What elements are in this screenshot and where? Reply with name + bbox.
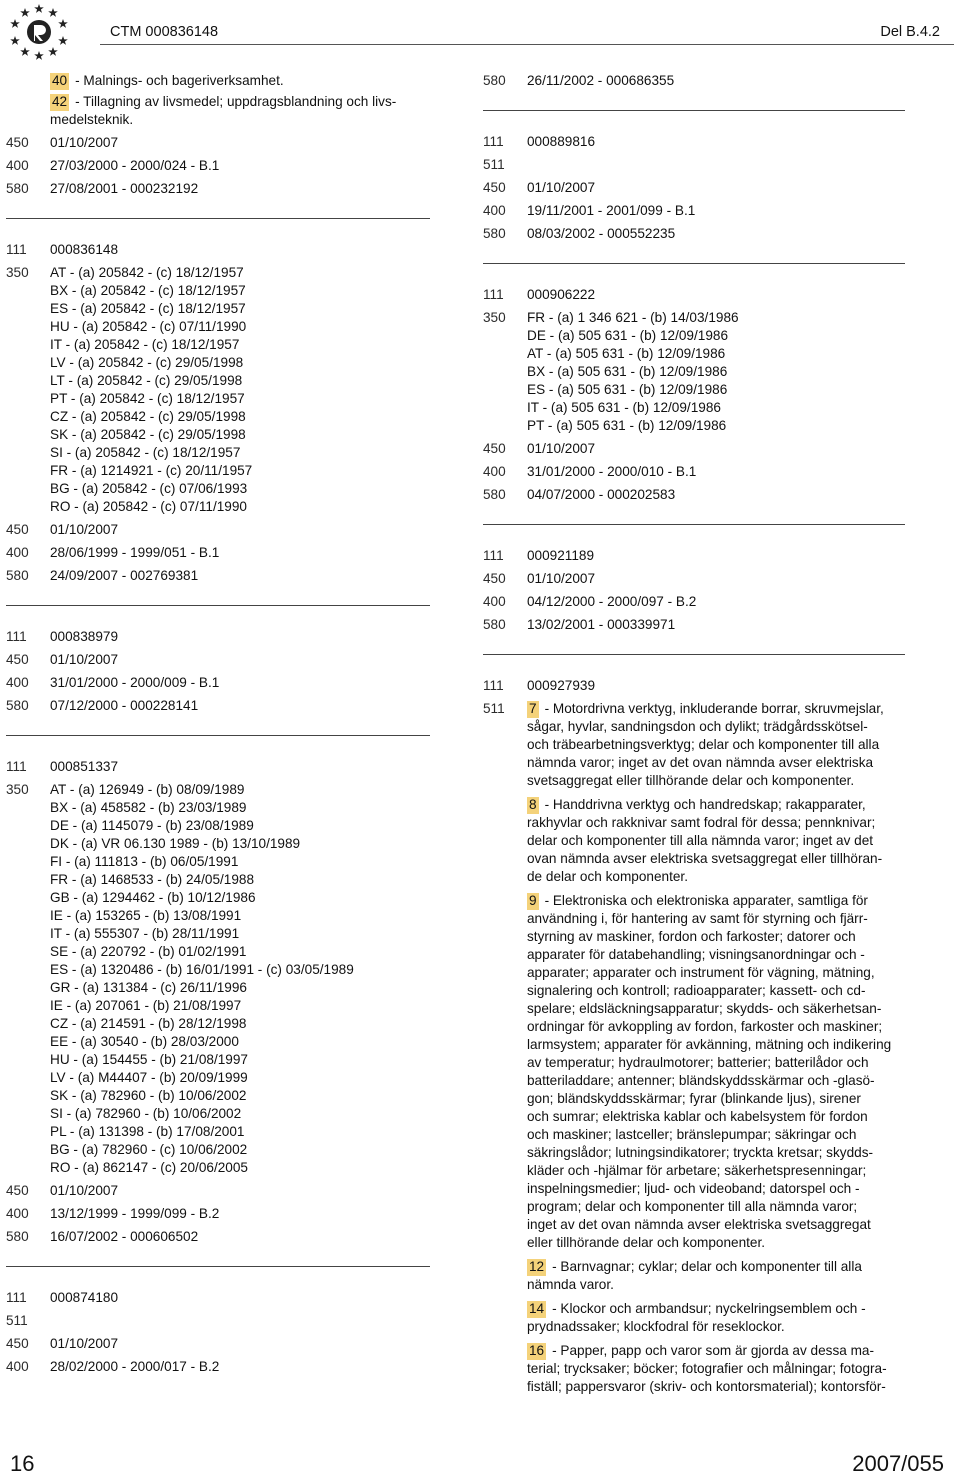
field-row: [6, 1335, 430, 1353]
class-text-line: prydnadssaker; klockfodral för reseklockor.: [527, 1319, 785, 1334]
class-text-line: inget av det ovan nämnda avser elektriska svetsaggregat: [527, 1217, 871, 1232]
field-code: 400: [483, 464, 506, 479]
field-code: 511: [483, 157, 505, 172]
class-text-line: medelsteknik.: [50, 112, 134, 127]
field-value: 26/11/2002 - 000686355: [527, 73, 675, 88]
field-value: 01/10/2007: [50, 1336, 119, 1351]
field-code: 580: [6, 568, 29, 583]
registration-line: RO - (a) 862147 - (c) 20/06/2005: [50, 1160, 248, 1175]
class-entry-9: [527, 892, 911, 1252]
entry-separator: [483, 654, 905, 655]
field-row: [483, 593, 911, 611]
class-entry-12: [527, 1258, 911, 1294]
class-text-line: apparater; apparater och instrument för vägning, mätning,: [527, 965, 875, 980]
field-code: 580: [6, 181, 29, 196]
class-text-line: och sumrar; elektriska kablar och kabelsystem för fordon: [527, 1109, 868, 1124]
field-row: [6, 1289, 430, 1307]
field-code: 400: [6, 158, 29, 173]
registration-line: EE - (a) 30540 - (b) 28/03/2000: [50, 1034, 239, 1049]
registration-line: BX - (a) 458582 - (b) 23/03/1989: [50, 800, 247, 815]
class-number: 8: [529, 797, 537, 812]
field-row-511: [483, 700, 911, 1396]
ohim-logo-icon: [8, 2, 70, 62]
class-text-line: spelare; eldsläckningsapparatur; skydds- och säkerhetsan-: [527, 1001, 882, 1016]
entry-separator: [6, 1266, 430, 1267]
class-number: 7: [529, 701, 537, 716]
right-column: [483, 72, 911, 1396]
class-text-line: - Tillagning av livsmedel; uppdragsblandning och livs-: [75, 94, 397, 109]
field-value: 08/03/2002 - 000552235: [527, 226, 676, 241]
field-row: [483, 486, 911, 504]
class-entry-42: [50, 93, 430, 129]
field-row: [483, 133, 911, 151]
field-value: 13/02/2001 - 000339971: [527, 617, 676, 632]
field-code: 450: [483, 571, 506, 586]
registration-line: BX - (a) 505 631 - (b) 12/09/1986: [527, 364, 728, 379]
field-row: [6, 1358, 430, 1376]
registration-line: CZ - (a) 205842 - (c) 29/05/1998: [50, 409, 246, 424]
class-number: 14: [529, 1301, 545, 1316]
field-code: 580: [483, 226, 506, 241]
field-code: 111: [6, 759, 27, 774]
field-code: 350: [483, 310, 506, 325]
field-value: 01/10/2007: [50, 135, 119, 150]
registration-line: FR - (a) 1468533 - (b) 24/05/1988: [50, 872, 255, 887]
field-code: 111: [6, 242, 27, 257]
registration-line: ES - (a) 1320486 - (b) 16/01/1991 - (c) 03/05/1989: [50, 962, 354, 977]
field-code: 450: [6, 652, 29, 667]
field-row: [6, 758, 430, 776]
class-text-line: och träbearbetningsverktyg; delar och komponenter till alla: [527, 737, 880, 752]
field-value: 000889816: [527, 134, 596, 149]
field-value: 01/10/2007: [527, 180, 596, 195]
field-row: [483, 570, 911, 588]
registration-line: ES - (a) 205842 - (c) 18/12/1957: [50, 301, 246, 316]
field-value: 19/11/2001 - 2001/099 - B.1: [527, 203, 696, 218]
registration-line: GB - (a) 1294462 - (b) 10/12/1986: [50, 890, 256, 905]
field-value: 16/07/2002 - 000606502: [50, 1229, 199, 1244]
class-text-line: kläder och -hjälmar för arbetare; säkerhetspresenningar;: [527, 1163, 867, 1178]
field-code: 111: [6, 629, 27, 644]
registration-line: SK - (a) 205842 - (c) 29/05/1998: [50, 427, 246, 442]
registration-line: LV - (a) 205842 - (c) 29/05/1998: [50, 355, 244, 370]
field-row: [6, 521, 430, 539]
field-row: [483, 677, 911, 695]
field-code: 350: [6, 265, 29, 280]
class-text-line: sågar, hyvlar, sandningsdon och dylikt; trädgårdsskötsel-: [527, 719, 868, 734]
field-value: 01/10/2007: [50, 652, 119, 667]
registration-line: DE - (a) 505 631 - (b) 12/09/1986: [527, 328, 728, 343]
class-entry-16: [527, 1342, 911, 1396]
field-row: [483, 72, 911, 90]
class-list-continued: [50, 72, 430, 129]
entry-separator: [483, 263, 905, 264]
entry-separator: [483, 524, 905, 525]
class-text-line: gon; bländskyddsskärmar; fyrar (blinkande ljus), sirener: [527, 1091, 861, 1106]
class-text-line: svetsaggregat eller tillhörande delar och komponenter.: [527, 773, 855, 788]
field-code: 511: [483, 701, 505, 716]
field-code: 111: [483, 548, 504, 563]
left-column: [6, 72, 430, 1376]
field-code: 400: [483, 594, 506, 609]
class-text-line: - Motordrivna verktyg, inkluderande borrar, skruvmejslar,: [544, 701, 884, 716]
registration-line: DE - (a) 1145079 - (b) 23/08/1989: [50, 818, 254, 833]
page-header: [0, 0, 960, 64]
field-row: [6, 1228, 430, 1246]
field-value: 13/12/1999 - 1999/099 - B.2: [50, 1206, 220, 1221]
field-row: [6, 1182, 430, 1200]
registration-line: SI - (a) 782960 - (b) 10/06/2002: [50, 1106, 242, 1121]
class-number: 12: [529, 1259, 545, 1274]
goods-class-list: [527, 700, 911, 1396]
registration-line: CZ - (a) 214591 - (b) 28/12/1998: [50, 1016, 247, 1031]
field-code: 450: [483, 180, 506, 195]
entry-separator: [6, 218, 430, 219]
registration-line: IT - (a) 505 631 - (b) 12/09/1986: [527, 400, 721, 415]
registration-line: AT - (a) 205842 - (c) 18/12/1957: [50, 265, 244, 280]
class-entry-8: [527, 796, 911, 886]
class-text-line: ordningar för avkoppling av fordon, farkoster och maskiner;: [527, 1019, 883, 1034]
class-text-line: säkringslådor; lutningsindikatorer; tryckta kretsar; skydds-: [527, 1145, 874, 1160]
registration-line: BG - (a) 782960 - (c) 10/06/2002: [50, 1142, 248, 1157]
registration-line: AT - (a) 505 631 - (b) 12/09/1986: [527, 346, 726, 361]
class-text-line: fiställ; pappersvaror (skriv- och kontorsmaterial); kontorsför-: [527, 1379, 886, 1394]
field-code: 400: [6, 675, 29, 690]
field-code: 450: [6, 1183, 29, 1198]
class-number: 16: [529, 1343, 545, 1358]
registration-line: FI - (a) 111813 - (b) 06/05/1991: [50, 854, 239, 869]
field-row: [483, 463, 911, 481]
field-code: 111: [6, 1290, 27, 1305]
field-code: 580: [6, 1229, 29, 1244]
field-value: 28/06/1999 - 1999/051 - B.1: [50, 545, 220, 560]
field-row: [483, 225, 911, 243]
field-row: [6, 697, 430, 715]
field-value: 01/10/2007: [50, 522, 119, 537]
class-text-line: nämnda varor; inget av det ovan nämnda avser elektriska: [527, 755, 874, 770]
field-row-350: [6, 264, 430, 516]
entry-separator: [483, 110, 905, 111]
registration-line: ES - (a) 505 631 - (b) 12/09/1986: [527, 382, 728, 397]
class-text-line: inspelningsmedier; ljud- och videoband; datorspel och -: [527, 1181, 860, 1196]
field-row: [6, 628, 430, 646]
field-code: 111: [483, 287, 504, 302]
field-code: 580: [483, 73, 506, 88]
registration-line: FR - (a) 1214921 - (c) 20/11/1957: [50, 463, 253, 478]
field-value: 01/10/2007: [527, 571, 596, 586]
field-code: 580: [483, 487, 506, 502]
field-row: [6, 157, 430, 175]
field-value: 04/12/2000 - 2000/097 - B.2: [527, 594, 697, 609]
field-code: 450: [6, 1336, 29, 1351]
field-row-350: [6, 781, 430, 1177]
document-reference: CTM 000836148: [110, 24, 219, 40]
class-number: 9: [529, 893, 537, 908]
field-value: 000927939: [527, 678, 596, 693]
field-value-list: [527, 309, 911, 435]
field-row: [6, 1205, 430, 1223]
class-number: 42: [52, 94, 68, 109]
registration-line: LT - (a) 205842 - (c) 29/05/1998: [50, 373, 243, 388]
registration-line: IT - (a) 205842 - (c) 18/12/1957: [50, 337, 240, 352]
class-text-line: delar och komponenter till alla nämnda varor; inget av det: [527, 833, 874, 848]
field-row: [6, 1312, 430, 1330]
class-text-line: larmsystem; apparater för avkänning, mätning och indikering: [527, 1037, 892, 1052]
field-row: [483, 156, 911, 174]
field-code: 450: [6, 135, 29, 150]
class-text-line: program; delar och komponenter till alla nämnda varor;: [527, 1199, 858, 1214]
class-text-line: signalering och kontroll; radioapparater; kassett- och cd-: [527, 983, 866, 998]
class-text-line: de delar och komponenter.: [527, 869, 688, 884]
class-text-line: eller tillhörande delar och komponenter.: [527, 1235, 766, 1250]
field-row: [483, 286, 911, 304]
field-row: [6, 180, 430, 198]
field-row: [6, 651, 430, 669]
class-number: 40: [52, 73, 68, 88]
field-code: 111: [483, 678, 504, 693]
class-text-line: av temperatur; hydraulmotorer; batterier; batterilådor och: [527, 1055, 869, 1070]
registration-line: SE - (a) 220792 - (b) 01/02/1991: [50, 944, 247, 959]
field-row-350: [483, 309, 911, 435]
class-text-line: ovan nämnda avser elektriska svetsaggregat eller tillhöran-: [527, 851, 883, 866]
issue-number: 2007/055: [852, 1451, 944, 1476]
field-value: 000838979: [50, 629, 119, 644]
registration-line: AT - (a) 126949 - (b) 08/09/1989: [50, 782, 245, 797]
field-row: [6, 567, 430, 585]
field-code: 400: [6, 1359, 29, 1374]
field-value: 27/08/2001 - 000232192: [50, 181, 199, 196]
registration-line: PT - (a) 205842 - (c) 18/12/1957: [50, 391, 245, 406]
class-text-line: nämnda varor.: [527, 1277, 614, 1292]
field-row: [6, 241, 430, 259]
field-row: [483, 202, 911, 220]
registration-line: BX - (a) 205842 - (c) 18/12/1957: [50, 283, 246, 298]
field-code: 400: [483, 203, 506, 218]
field-value-list: [50, 781, 430, 1177]
field-row: [483, 440, 911, 458]
registration-line: FR - (a) 1 346 621 - (b) 14/03/1986: [527, 310, 739, 325]
section-label: Del B.4.2: [880, 24, 940, 40]
field-code: 580: [483, 617, 506, 632]
field-value: 07/12/2000 - 000228141: [50, 698, 199, 713]
registration-line: BG - (a) 205842 - (c) 07/06/1993: [50, 481, 248, 496]
registration-line: PT - (a) 505 631 - (b) 12/09/1986: [527, 418, 727, 433]
entry-separator: [6, 735, 430, 736]
class-text-line: - Elektroniska och elektroniska apparater, samtliga för: [544, 893, 868, 908]
page-number: 16: [10, 1451, 35, 1476]
registration-line: HU - (a) 154455 - (b) 21/08/1997: [50, 1052, 248, 1067]
field-row: [6, 674, 430, 692]
field-row: [483, 179, 911, 197]
registration-line: GR - (a) 131384 - (c) 26/11/1996: [50, 980, 247, 995]
field-row: [483, 547, 911, 565]
field-value: 000874180: [50, 1290, 119, 1305]
class-text-line: - Handdrivna verktyg och handredskap; rakapparater,: [544, 797, 866, 812]
field-row: [483, 616, 911, 634]
field-code: 450: [483, 441, 506, 456]
registration-line: RO - (a) 205842 - (c) 07/11/1990: [50, 499, 247, 514]
registration-line: IE - (a) 207061 - (b) 21/08/1997: [50, 998, 242, 1013]
class-entry-14: [527, 1300, 911, 1336]
class-text-line: - Barnvagnar; cyklar; delar och komponenter till alla: [552, 1259, 862, 1274]
class-text: - Malnings- och bageriverksamhet.: [75, 73, 284, 88]
field-value: 31/01/2000 - 2000/009 - B.1: [50, 675, 220, 690]
entry-separator: [6, 605, 430, 606]
field-value: 31/01/2000 - 2000/010 - B.1: [527, 464, 697, 479]
field-value: 27/03/2000 - 2000/024 - B.1: [50, 158, 220, 173]
registration-line: PL - (a) 131398 - (b) 17/08/2001: [50, 1124, 245, 1139]
field-row: [6, 134, 430, 152]
class-text-line: - Papper, papp och varor som är gjorda av dessa ma-: [552, 1343, 875, 1358]
field-value: 01/10/2007: [50, 1183, 119, 1198]
class-text-line: - Klockor och armbandsur; nyckelringsemblem och -: [552, 1301, 866, 1316]
field-value: 24/09/2007 - 002769381: [50, 568, 199, 583]
field-value: 000851337: [50, 759, 119, 774]
field-code: 350: [6, 782, 29, 797]
field-code: 450: [6, 522, 29, 537]
class-text-line: styrning av maskiner, fordon och farkoster; datorer och: [527, 929, 856, 944]
field-code: 111: [483, 134, 504, 149]
registration-line: LV - (a) M44407 - (b) 20/09/1999: [50, 1070, 248, 1085]
registration-line: DK - (a) VR 06.130 1989 - (b) 13/10/1989: [50, 836, 301, 851]
field-value: 000921189: [527, 548, 595, 563]
field-code: 580: [6, 698, 29, 713]
field-value-list: [50, 264, 430, 516]
field-row: [6, 544, 430, 562]
class-text-line: batteriladdare; antenner; bländskyddsskärmar och -glasö-: [527, 1073, 875, 1088]
class-text-line: rakhyvlar och rakknivar samt fodral för dessa; pennknivar;: [527, 815, 876, 830]
registration-line: IE - (a) 153265 - (b) 13/08/1991: [50, 908, 242, 923]
field-value: 01/10/2007: [527, 441, 596, 456]
class-entry-40: [50, 72, 430, 90]
registration-line: IT - (a) 555307 - (b) 28/11/1991: [50, 926, 240, 941]
registration-line: SI - (a) 205842 - (c) 18/12/1957: [50, 445, 241, 460]
field-value: 000906222: [527, 287, 596, 302]
field-value: 000836148: [50, 242, 119, 257]
class-text-line: terial; trycksaker; böcker; fotografier och målningar; fotogra-: [527, 1361, 887, 1376]
header-rule: [100, 44, 954, 45]
field-code: 400: [6, 1206, 29, 1221]
registration-line: HU - (a) 205842 - (c) 07/11/1990: [50, 319, 247, 334]
field-value: 04/07/2000 - 000202583: [527, 487, 676, 502]
class-text-line: användning i, för hantering av samt för styrning och fjärr-: [527, 911, 868, 926]
registration-line: SK - (a) 782960 - (b) 10/06/2002: [50, 1088, 247, 1103]
class-text-line: apparater för databehandling; visningsanordningar och -: [527, 947, 865, 962]
field-code: 511: [6, 1313, 28, 1328]
field-value: 28/02/2000 - 2000/017 - B.2: [50, 1359, 220, 1374]
class-text-line: och maskiner; lastceller; bränslepumpar; säkringar och: [527, 1127, 857, 1142]
class-entry-7: [527, 700, 911, 790]
field-code: 400: [6, 545, 29, 560]
